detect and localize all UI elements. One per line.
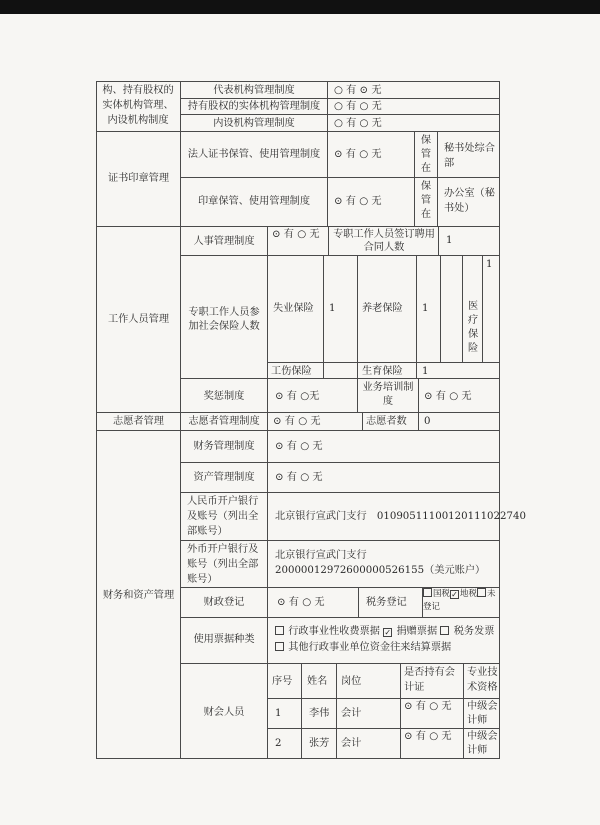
- acct-row2-title: 中级会计师: [467, 731, 498, 756]
- medical-label: 医疗保险: [468, 301, 479, 354]
- pension-value: 1: [422, 303, 429, 314]
- acct-row2-no: 2: [275, 738, 282, 749]
- fiscal-reg-value: ⊙ 有 ○ 无: [277, 597, 325, 608]
- tax-option-unregistered: 未登记: [423, 589, 496, 612]
- rmb-account-value: 北京银行宣武门支行 01090511100120111022740: [275, 511, 526, 522]
- invoice-option-other: 其他行政事业单位资金往来结算票据: [288, 642, 452, 653]
- volunteer-label: 志愿者管理制度: [188, 416, 260, 427]
- acct-header-name: 姓名: [307, 676, 328, 687]
- volunteer-count-label: 志愿者数: [366, 416, 407, 427]
- invoice-option-tax: 税务发票: [453, 626, 495, 637]
- invoice-option-admin-fee: 行政事业性收费票据: [288, 626, 380, 637]
- acct-header-post: 岗位: [341, 676, 362, 687]
- contract-value: 1: [446, 235, 453, 246]
- volunteer-value: ⊙ 有 ○ 无: [273, 416, 321, 427]
- reward-label: 奖惩制度: [203, 391, 245, 402]
- insured-label: 专职工作人员参加社会保险人数: [188, 307, 260, 332]
- section-title-org: 构、持有股权的实体机构管理、内设机构制度: [102, 85, 174, 126]
- certificate-value: ⊙ 有 ○ 无: [334, 149, 382, 160]
- certificate-label: 法人证书保管、使用管理制度: [187, 149, 321, 160]
- equity-org-label: 持有股权的实体机构管理制度: [187, 101, 321, 112]
- invoice-options: [275, 624, 499, 656]
- acct-row1-name: 李伟: [309, 708, 330, 719]
- fx-account-label: 外币开户银行及账号（列出全部账号）: [187, 544, 259, 585]
- acct-header-cert: 是否持有会计证: [404, 667, 455, 693]
- checkbox-tax-invoice: [440, 626, 449, 635]
- seal-keep-value: 办公室（秘书处）: [444, 188, 495, 214]
- section-title-seals: 证书印章管理: [107, 173, 170, 184]
- maternity-value: 1: [422, 366, 429, 377]
- acct-row1-title: 中级会计师: [467, 701, 498, 726]
- medical-value: 1: [486, 259, 493, 270]
- checkbox-unregistered: [477, 588, 486, 597]
- section-title-finance: 财务和资产管理: [102, 590, 175, 601]
- tax-option-local: 地税: [460, 589, 478, 599]
- seal-label: 印章保管、使用管理制度: [197, 196, 311, 207]
- finance-rule-label: 财务管理制度: [193, 441, 255, 452]
- acct-header-title: 专业技术资格: [467, 667, 498, 693]
- internal-org-label: 内设机构管理制度: [213, 118, 295, 129]
- invoice-label: 使用票据种类: [193, 634, 255, 645]
- checkbox-admin-fee: [275, 626, 284, 635]
- acct-row1-no: 1: [275, 708, 282, 719]
- training-label: 业务培训制度: [362, 382, 414, 407]
- tax-reg-options: [423, 588, 499, 614]
- fx-account-value: 北京银行宣武门支行 20000012972600000526155（美元账户）: [275, 550, 486, 576]
- training-value: ⊙ 有 ○ 无: [424, 391, 472, 402]
- tax-reg-label: 税务登记: [366, 597, 407, 608]
- scan-top-edge: [0, 0, 600, 14]
- acct-row2-cert: ⊙ 有 ○ 无: [404, 731, 452, 742]
- checkbox-local-tax: [450, 590, 459, 599]
- accountant-label: 财会人员: [203, 707, 245, 718]
- acct-row2-post: 会计: [341, 738, 362, 749]
- finance-rule-value: ⊙ 有 ○ 无: [275, 441, 323, 452]
- reward-value: ⊙ 有 ○无: [275, 391, 320, 402]
- acct-row1-post: 会计: [341, 708, 362, 719]
- acct-header-no: 序号: [272, 676, 293, 687]
- fiscal-reg-label: 财政登记: [203, 597, 245, 608]
- hr-value: ⊙ 有 ○ 无: [272, 229, 320, 240]
- acct-row1-cert: ⊙ 有 ○ 无: [404, 701, 452, 712]
- unemployment-value: 1: [329, 303, 336, 314]
- pension-label: 养老保险: [362, 303, 403, 314]
- certificate-keep-label: 保管在: [420, 135, 432, 174]
- rep-org-label: 代表机构管理制度: [213, 85, 295, 96]
- invoice-option-donation: 捐赠票据: [396, 626, 438, 637]
- seal-value: ⊙ 有 ○ 无: [334, 196, 382, 207]
- asset-rule-label: 资产管理制度: [193, 472, 255, 483]
- injury-label: 工伤保险: [271, 366, 312, 377]
- checkbox-donation: [383, 628, 392, 637]
- rmb-account-label: 人民币开户银行及账号（列出全部账号）: [187, 496, 259, 537]
- checkbox-other-settlement: [275, 642, 284, 651]
- tax-option-state: 国税: [433, 589, 451, 599]
- rep-org-value: ○ 有 ⊙ 无: [334, 85, 382, 96]
- hr-label: 人事管理制度: [193, 236, 255, 247]
- volunteer-count-value: 0: [424, 416, 431, 427]
- section-title-staff: 工作人员管理: [107, 314, 170, 325]
- checkbox-state-tax: [423, 588, 432, 597]
- certificate-keep-value: 秘书处综合部: [444, 143, 495, 169]
- seal-keep-label: 保管在: [420, 181, 432, 220]
- equity-org-value: ○ 有 ○ 无: [334, 101, 382, 112]
- section-title-volunteer: 志愿者管理: [113, 416, 164, 427]
- acct-row2-name: 张芳: [309, 738, 330, 749]
- contract-label: 专职工作人员签订聘用合同人数: [333, 229, 435, 253]
- internal-org-value: ○ 有 ○ 无: [334, 118, 382, 129]
- maternity-label: 生育保险: [362, 366, 403, 377]
- unemployment-label: 失业保险: [273, 303, 314, 314]
- asset-rule-value: ⊙ 有 ○ 无: [275, 472, 323, 483]
